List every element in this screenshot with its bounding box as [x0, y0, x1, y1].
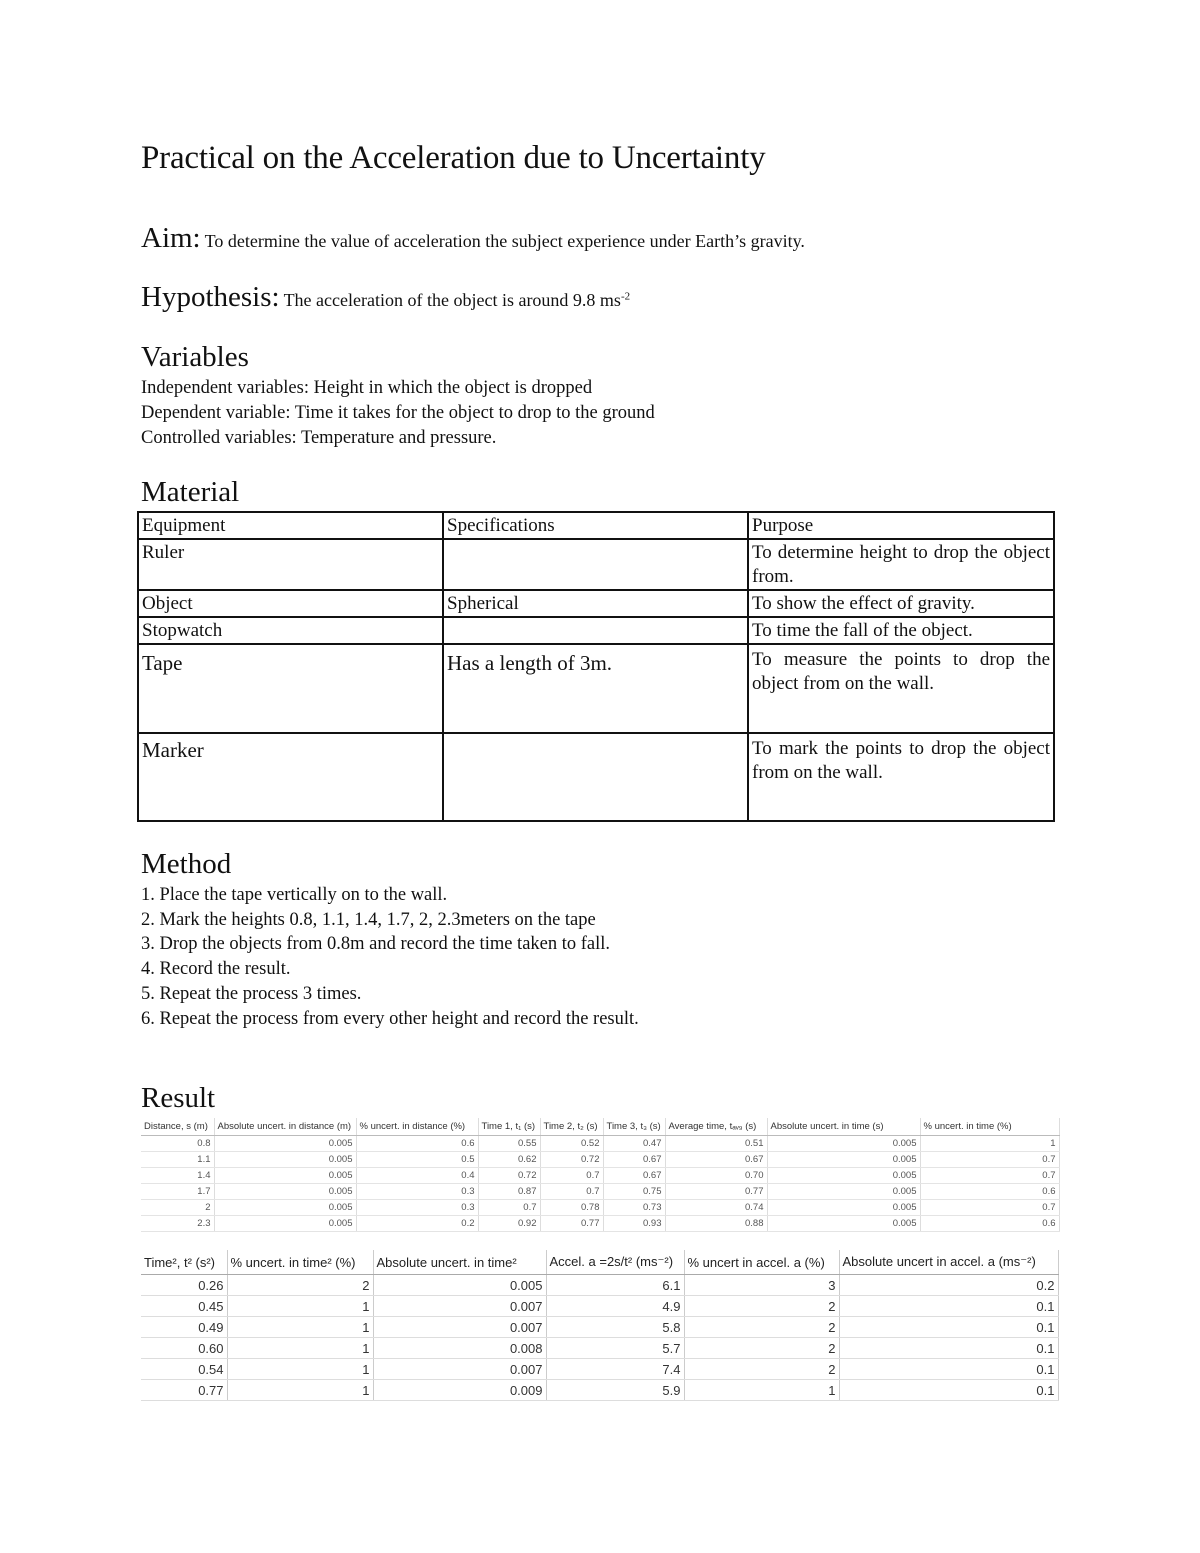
cell: 0.005 [767, 1168, 920, 1184]
header-cell: Time 3, t₃ (s) [603, 1118, 665, 1136]
hypothesis-label: Hypothesis: [141, 281, 280, 313]
aim-text: To determine the value of acceleration the subject experience under Earth’s gravity. [204, 231, 805, 251]
cell: 2.3 [141, 1216, 214, 1232]
cell: 1 [227, 1317, 373, 1338]
cell: 1 [227, 1359, 373, 1380]
method-heading: Method [141, 848, 232, 880]
cell: 0.54 [141, 1359, 227, 1380]
header-cell: Absolute uncert. in distance (m) [214, 1118, 356, 1136]
cell: 0.7 [920, 1168, 1059, 1184]
cell: 0.47 [603, 1136, 665, 1152]
result-table-2 [141, 1250, 1059, 1401]
cell: 0.88 [665, 1216, 767, 1232]
cell: 2 [684, 1359, 839, 1380]
specification-cell: Has a length of 3m. [443, 644, 748, 733]
cell: 2 [684, 1317, 839, 1338]
page-title: Practical on the Acceleration due to Uncertainty [141, 140, 766, 176]
cell: 0.3 [356, 1184, 478, 1200]
header-cell: Time 2, t₂ (s) [540, 1118, 603, 1136]
method-step: 4. Record the result. [141, 959, 291, 979]
cell: 5.9 [546, 1380, 684, 1401]
header-cell: Absolute uncert in accel. a (ms⁻²) [839, 1250, 1058, 1275]
cell: 0.009 [373, 1380, 546, 1401]
table-row [141, 1184, 1059, 1200]
cell: 0.7 [920, 1200, 1059, 1216]
equipment-cell: Tape [138, 644, 443, 733]
equipment-cell: Stopwatch [138, 617, 443, 644]
table-row [141, 1168, 1059, 1184]
header-cell: Time², t² (s²) [141, 1250, 227, 1275]
equipment-cell: Ruler [138, 539, 443, 590]
equipment-cell: Marker [138, 733, 443, 821]
header-cell: Absolute uncert. in time (s) [767, 1118, 920, 1136]
table-header-cell: Equipment [138, 512, 443, 539]
cell: 0.7 [920, 1152, 1059, 1168]
variable-line: Independent variables: Height in which the object is dropped [141, 378, 593, 398]
cell: 0.1 [839, 1380, 1058, 1401]
cell: 0.005 [214, 1216, 356, 1232]
cell: 0.008 [373, 1338, 546, 1359]
cell: 0.73 [603, 1200, 665, 1216]
cell: 0.67 [603, 1168, 665, 1184]
table-row [141, 1380, 1058, 1401]
result-heading: Result [141, 1082, 216, 1114]
cell: 2 [684, 1296, 839, 1317]
equipment-cell: Object [138, 590, 443, 617]
table-row [141, 1152, 1059, 1168]
header-cell: % uncert. in time² (%) [227, 1250, 373, 1275]
header-cell: % uncert in accel. a (%) [684, 1250, 839, 1275]
cell: 0.005 [767, 1184, 920, 1200]
table-header-cell: Specifications [443, 512, 748, 539]
table-row [141, 1136, 1059, 1152]
cell: 1.7 [141, 1184, 214, 1200]
cell: 1 [227, 1296, 373, 1317]
specification-cell [443, 539, 748, 590]
material-table [137, 511, 1055, 822]
cell: 2 [684, 1338, 839, 1359]
purpose-cell: To determine height to drop the object from. [748, 539, 1054, 590]
variable-line: Controlled variables: Temperature and pressure. [141, 428, 497, 448]
cell: 0.62 [478, 1152, 540, 1168]
specification-cell: Spherical [443, 590, 748, 617]
hypothesis-text: The acceleration of the object is around 9.8 ms [283, 290, 621, 310]
cell: 0.6 [920, 1184, 1059, 1200]
cell: 0.005 [767, 1136, 920, 1152]
cell: 0.007 [373, 1317, 546, 1338]
cell: 0.93 [603, 1216, 665, 1232]
aim-section [141, 222, 805, 255]
cell: 0.005 [373, 1275, 546, 1296]
header-cell: % uncert. in time (%) [920, 1118, 1059, 1136]
cell: 0.67 [665, 1152, 767, 1168]
purpose-cell: To show the effect of gravity. [748, 590, 1054, 617]
cell: 0.6 [920, 1216, 1059, 1232]
cell: 0.26 [141, 1275, 227, 1296]
method-step: 1. Place the tape vertically on to the wall. [141, 885, 448, 905]
cell: 3 [684, 1275, 839, 1296]
cell: 0.77 [141, 1380, 227, 1401]
cell: 0.7 [478, 1200, 540, 1216]
cell: 0.72 [478, 1168, 540, 1184]
table-row [141, 1216, 1059, 1232]
cell: 7.4 [546, 1359, 684, 1380]
method-step: 6. Repeat the process from every other height and record the result. [141, 1009, 639, 1029]
cell: 1 [684, 1380, 839, 1401]
header-cell: Average time, tₐᵥ₉ (s) [665, 1118, 767, 1136]
purpose-cell: To mark the points to drop the object from on the wall. [748, 733, 1054, 821]
variables-heading: Variables [141, 341, 249, 373]
cell: 5.7 [546, 1338, 684, 1359]
cell: 0.1 [839, 1338, 1058, 1359]
table-row [141, 1275, 1058, 1296]
header-cell: Accel. a =2s/t² (ms⁻²) [546, 1250, 684, 1275]
cell: 1 [920, 1136, 1059, 1152]
header-cell: Time 1, t₁ (s) [478, 1118, 540, 1136]
cell: 0.1 [839, 1317, 1058, 1338]
cell: 0.005 [767, 1200, 920, 1216]
table-header-row [141, 1118, 1059, 1136]
cell: 0.3 [356, 1200, 478, 1216]
table-row [141, 1296, 1058, 1317]
method-step: 2. Mark the heights 0.8, 1.1, 1.4, 1.7, 2, 2.3meters on the tape [141, 910, 596, 930]
hypothesis-exponent: -2 [620, 290, 631, 303]
cell: 0.75 [603, 1184, 665, 1200]
specification-cell [443, 733, 748, 821]
cell: 0.70 [665, 1168, 767, 1184]
cell: 0.45 [141, 1296, 227, 1317]
cell: 0.005 [767, 1216, 920, 1232]
cell: 0.005 [214, 1136, 356, 1152]
cell: 1.4 [141, 1168, 214, 1184]
cell: 0.1 [839, 1359, 1058, 1380]
cell: 0.5 [356, 1152, 478, 1168]
cell: 0.005 [214, 1200, 356, 1216]
cell: 0.1 [839, 1296, 1058, 1317]
cell: 1.1 [141, 1152, 214, 1168]
cell: 0.4 [356, 1168, 478, 1184]
cell: 0.49 [141, 1317, 227, 1338]
table-row [141, 1359, 1058, 1380]
header-cell: Distance, s (m) [141, 1118, 214, 1136]
cell: 2 [227, 1275, 373, 1296]
table-header-row [141, 1250, 1058, 1275]
result-table-1 [141, 1118, 1060, 1232]
cell: 0.51 [665, 1136, 767, 1152]
cell: 0.8 [141, 1136, 214, 1152]
cell: 0.67 [603, 1152, 665, 1168]
cell: 0.7 [540, 1168, 603, 1184]
cell: 0.005 [767, 1152, 920, 1168]
cell: 0.60 [141, 1338, 227, 1359]
material-heading: Material [141, 476, 240, 508]
aim-label: Aim: [141, 222, 201, 254]
cell: 0.005 [214, 1152, 356, 1168]
cell: 0.2 [356, 1216, 478, 1232]
cell: 0.77 [540, 1216, 603, 1232]
cell: 0.005 [214, 1168, 356, 1184]
cell: 5.8 [546, 1317, 684, 1338]
table-row [141, 1200, 1059, 1216]
specification-cell [443, 617, 748, 644]
cell: 1 [227, 1380, 373, 1401]
method-step: 5. Repeat the process 3 times. [141, 984, 362, 1004]
cell: 0.92 [478, 1216, 540, 1232]
cell: 0.005 [214, 1184, 356, 1200]
variable-line: Dependent variable: Time it takes for the object to drop to the ground [141, 403, 655, 423]
cell: 0.007 [373, 1359, 546, 1380]
table-row [141, 1317, 1058, 1338]
cell: 0.007 [373, 1296, 546, 1317]
cell: 0.77 [665, 1184, 767, 1200]
cell: 4.9 [546, 1296, 684, 1317]
cell: 0.6 [356, 1136, 478, 1152]
table-row [141, 1338, 1058, 1359]
hypothesis-section [141, 281, 630, 314]
method-step: 3. Drop the objects from 0.8m and record the time taken to fall. [141, 934, 611, 954]
purpose-cell: To time the fall of the object. [748, 617, 1054, 644]
cell: 6.1 [546, 1275, 684, 1296]
cell: 0.55 [478, 1136, 540, 1152]
table-header-cell: Purpose [748, 512, 1054, 539]
cell: 0.78 [540, 1200, 603, 1216]
cell: 1 [227, 1338, 373, 1359]
cell: 2 [141, 1200, 214, 1216]
purpose-cell: To measure the points to drop the object from on the wall. [748, 644, 1054, 733]
cell: 0.87 [478, 1184, 540, 1200]
cell: 0.7 [540, 1184, 603, 1200]
cell: 0.74 [665, 1200, 767, 1216]
cell: 0.2 [839, 1275, 1058, 1296]
header-cell: Absolute uncert. in time² [373, 1250, 546, 1275]
cell: 0.72 [540, 1152, 603, 1168]
cell: 0.52 [540, 1136, 603, 1152]
header-cell: % uncert. in distance (%) [356, 1118, 478, 1136]
